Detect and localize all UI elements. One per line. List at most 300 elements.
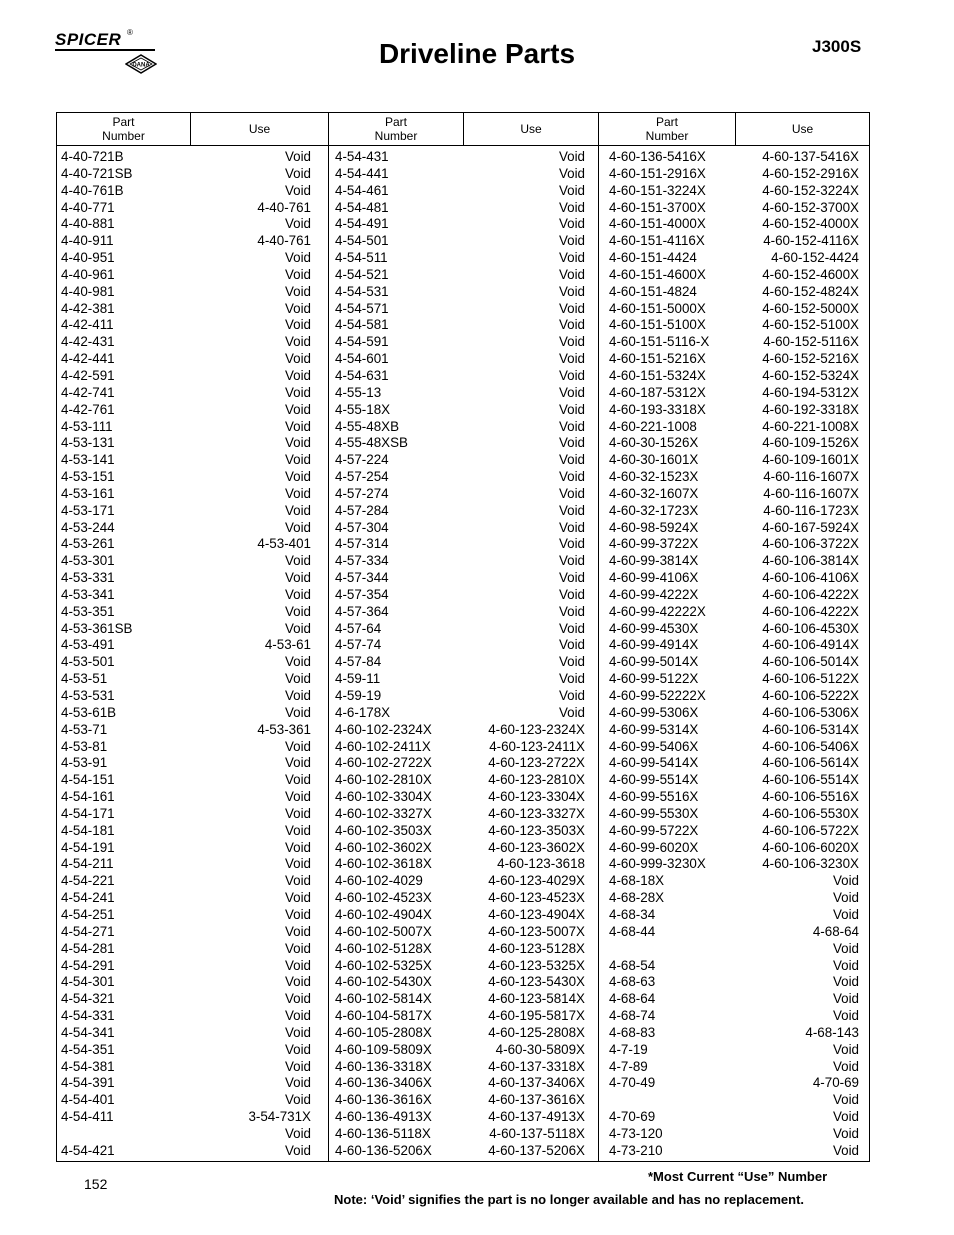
part-use: Void [284,789,311,805]
part-use: 4-60-152-2916X [762,165,859,181]
table-row [335,1075,585,1092]
part-use: 4-60-106-5514X [762,772,859,788]
table-row [335,503,585,520]
table-row [61,1143,311,1160]
part-use: 4-60-116-1607X [763,469,859,485]
part-number: 4-53-341 [61,586,115,602]
part-use: Void [284,216,311,232]
part-use: 4-60-152-5000X [762,300,859,316]
part-use: 4-60-152-4116X [763,233,859,249]
part-use: 4-60-123-5007X [488,923,585,939]
table-row [335,890,585,907]
part-number: 4-54-501 [335,233,389,249]
table-row [335,216,585,233]
part-number: 4-60-151-4600X [609,266,706,282]
part-use: Void [832,873,859,889]
part-number: 4-73-210 [609,1142,663,1158]
part-number: 4-40-911 [61,233,114,249]
table-row [61,1075,311,1092]
part-use: 4-60-137-3318X [488,1058,585,1074]
table-row [335,385,585,402]
part-number: 4-60-99-5306X [609,704,699,720]
part-use: 4-60-123-2411X [489,738,585,754]
table-row [609,621,859,638]
part-number: 4-60-102-5430X [335,974,432,990]
table-row [61,974,311,991]
part-use: Void [284,704,311,720]
part-use: 3-54-731X [248,1109,311,1125]
part-number: 4-60-102-2411X [335,738,431,754]
part-number: 4-54-521 [335,266,389,282]
part-number: 4-42-411 [61,317,114,333]
part-number: 4-57-224 [335,452,389,468]
part-number: 4-60-102-3327X [335,805,432,821]
part-use: Void [284,1092,311,1108]
table-row [61,149,311,166]
header-use-2: Use [464,113,599,146]
table-row [61,1126,311,1143]
part-use: Void [284,553,311,569]
part-use: Void [284,1125,311,1141]
table-row [335,840,585,857]
part-number: 4-53-161 [61,485,115,501]
part-number: 4-40-961 [61,266,115,282]
part-number: 4-53-71 [61,721,108,737]
part-use: Void [284,485,311,501]
part-use: 4-60-137-3406X [488,1075,585,1091]
table-row [61,284,311,301]
part-number: 4-60-151-4116X [609,233,705,249]
table-row [609,1092,859,1109]
table-row [61,553,311,570]
part-number: 4-60-32-1607X [609,485,699,501]
table-row [61,1042,311,1059]
part-number: 4-57-354 [335,586,389,602]
part-use: 4-60-123-5325X [488,957,585,973]
table-row [335,183,585,200]
page-number: 152 [84,1176,108,1192]
table-row [61,924,311,941]
table-row [335,924,585,941]
table-row [335,772,585,789]
part-number: 4-53-501 [61,654,115,670]
part-number: 4-60-99-5314X [609,721,699,737]
part-use: Void [284,384,311,400]
table-row [335,233,585,250]
part-use: Void [558,165,585,181]
table-row [335,368,585,385]
part-use: Void [558,452,585,468]
part-number: 4-54-181 [61,822,115,838]
table-row [61,722,311,739]
part-use: 4-60-123-5430X [488,974,585,990]
part-number: 4-60-99-6020X [609,839,699,855]
column-divider [598,146,599,1161]
part-use: Void [558,469,585,485]
table-row [335,351,585,368]
table-row [61,1059,311,1076]
part-number: 4-60-102-5007X [335,923,432,939]
part-number: 4-53-261 [61,536,115,552]
part-use: Void [832,890,859,906]
part-number: 4-60-105-2808X [335,1024,432,1040]
table-row [609,200,859,217]
table-row [335,334,585,351]
part-number: 4-54-281 [61,940,115,956]
table-row [335,250,585,267]
part-number: 4-53-61B [61,704,117,720]
table-row [61,166,311,183]
part-number: 4-40-951 [61,250,115,266]
table-row [609,368,859,385]
table-row [609,755,859,772]
part-use: Void [284,688,311,703]
table-row [609,840,859,857]
part-use: Void [284,839,311,855]
part-number: 4-53-171 [61,502,115,518]
part-use: Void [558,603,585,619]
table-row [61,419,311,436]
part-use: Void [284,519,311,535]
part-number: 4-60-99-4530X [609,620,699,636]
part-use: Void [284,1024,311,1040]
part-use: Void [284,351,311,367]
table-row [609,907,859,924]
table-row [61,267,311,284]
part-use: 4-60-106-5530X [762,805,859,821]
part-number: 4-68-44 [609,923,656,939]
table-row [61,200,311,217]
header-use-3: Use [736,113,869,146]
part-number: 4-53-141 [61,452,115,468]
part-number: 4-59-19 [335,688,382,703]
table-row [609,1059,859,1076]
part-use: 4-68-64 [812,923,859,939]
part-number: 4-7-89 [609,1058,648,1074]
part-use: Void [832,1008,859,1024]
table-row [609,772,859,789]
part-use: Void [558,418,585,434]
part-number: 4-6-178X [335,704,391,720]
part-number: 4-60-109-5809X [335,1041,432,1057]
part-use: Void [558,485,585,501]
column-divider [328,146,329,1161]
part-number: 4-54-381 [61,1058,115,1074]
part-number: 4-60-99-5122X [609,671,699,687]
part-use: 4-60-152-3700X [762,199,859,215]
model-code: J300S [812,37,862,56]
part-use: 4-60-152-4824X [762,283,859,299]
part-number: 4-57-344 [335,570,389,586]
part-use: Void [284,923,311,939]
part-number: 4-60-221-1008 [609,418,697,434]
part-use: 4-60-116-1723X [763,502,859,518]
part-use: Void [284,435,311,451]
part-use: Void [558,351,585,367]
part-use: 4-60-123-3602X [488,839,585,855]
table-row [609,637,859,654]
part-number: 4-60-151-3224X [609,182,706,198]
part-number: 4-54-431 [335,149,389,164]
part-number: 4-60-999-3230X [609,856,706,872]
part-use: Void [284,1075,311,1091]
part-number: 4-57-314 [335,536,389,552]
table-row [335,1025,585,1042]
part-use: 4-60-125-2808X [488,1024,585,1040]
part-number: 4-60-99-5516X [609,789,699,805]
part-use: 4-40-761 [257,233,311,249]
part-number: 4-57-284 [335,502,389,518]
table-row [609,1109,859,1126]
part-number: 4-54-591 [335,334,389,350]
table-row [335,200,585,217]
table-row [61,334,311,351]
part-number: 4-60-151-5216X [609,351,706,367]
part-use: Void [558,367,585,383]
part-use: Void [558,149,585,164]
registered-mark: ® [127,28,133,37]
part-use: 4-68-143 [805,1024,859,1040]
part-number: 4-60-32-1523X [609,469,699,485]
part-number: 4-60-151-5000X [609,300,706,316]
table-row [335,1143,585,1160]
part-number: 4-60-98-5924X [609,519,699,535]
part-use: Void [284,822,311,838]
part-number: 4-42-431 [61,334,115,350]
part-number: 4-73-120 [609,1125,663,1141]
part-use: Void [558,435,585,451]
part-number: 4-60-151-4424 [609,250,697,266]
part-number: 4-54-351 [61,1041,115,1057]
part-number: 4-54-191 [61,839,115,855]
table-row [335,739,585,756]
table-row [609,452,859,469]
brand-name: SPICER [55,30,122,49]
part-number: 4-60-30-1526X [609,435,699,451]
part-number: 4-60-102-5325X [335,957,432,973]
table-row [609,149,859,166]
table-row [335,317,585,334]
table-row [335,1126,585,1143]
part-use: 4-60-123-3618 [497,856,585,872]
table-row [61,1092,311,1109]
part-use: 4-60-152-5216X [762,351,859,367]
table-row [609,183,859,200]
part-number: 4-68-83 [609,1024,656,1040]
part-number: 4-60-136-5416X [609,149,706,164]
void-note: Note: ‘Void’ signifies the part is no longer available and has no replacement. [334,1192,805,1207]
part-use: 4-60-167-5924X [762,519,859,535]
table-row [61,671,311,688]
part-use: Void [284,856,311,872]
table-row [335,958,585,975]
part-number: 4-55-13 [335,384,382,400]
part-number: 4-54-631 [335,367,389,383]
part-use: 4-53-61 [264,637,311,653]
table-row [335,301,585,318]
part-use: 4-60-106-5014X [762,654,859,670]
part-use: Void [284,469,311,485]
header-part-number-2: Part Number [329,113,464,146]
part-use: Void [832,940,859,956]
table-row [609,705,859,722]
part-number: 4-68-54 [609,957,656,973]
table-row [609,301,859,318]
table-row [335,941,585,958]
part-use: 4-60-221-1008X [762,418,859,434]
table-row [609,604,859,621]
part-use: 4-60-106-4914X [762,637,859,653]
table-row [609,1075,859,1092]
part-number: 4-54-341 [61,1024,115,1040]
part-use: 4-60-106-5516X [762,789,859,805]
table-row [335,149,585,166]
parts-column-1 [61,149,311,1160]
part-use: Void [284,906,311,922]
part-number: 4-60-151-5116-X [609,334,710,350]
part-use: Void [284,974,311,990]
part-use: 4-60-106-5614X [762,755,859,771]
part-number: 4-55-48XB [335,418,400,434]
parts-column-3 [609,149,859,1160]
part-use: Void [284,957,311,973]
table-row [335,604,585,621]
part-number: 4-68-34 [609,906,656,922]
part-number: 4-54-211 [61,856,114,872]
part-number: 4-60-99-3722X [609,536,699,552]
table-row [61,873,311,890]
part-number: 4-55-48XSB [335,435,408,451]
part-use: 4-60-106-5306X [762,704,859,720]
table-row [609,435,859,452]
table-row [335,722,585,739]
part-use: 4-60-123-3327X [488,805,585,821]
table-row [609,570,859,587]
part-use: Void [558,586,585,602]
table-row [609,974,859,991]
part-number: 4-60-151-5100X [609,317,706,333]
table-row [61,301,311,318]
table-row [609,553,859,570]
part-use: 4-60-152-4424 [771,250,859,266]
part-use: Void [558,266,585,282]
part-use: Void [284,502,311,518]
part-use: Void [558,536,585,552]
table-row [335,419,585,436]
part-use: 4-60-152-5116X [763,334,859,350]
part-number: 4-60-99-52222X [609,688,706,703]
part-number: 4-53-531 [61,688,115,703]
part-number: 4-54-441 [335,165,389,181]
part-number: 4-68-64 [609,991,656,1007]
part-number: 4-60-102-2810X [335,772,432,788]
table-row [609,1126,859,1143]
part-use: Void [284,165,311,181]
part-number: 4-57-274 [335,485,389,501]
table-row [609,958,859,975]
part-use: Void [558,384,585,400]
part-number: 4-54-331 [61,1008,115,1024]
part-use: Void [284,1041,311,1057]
table-row [335,520,585,537]
table-row [609,1025,859,1042]
part-use: Void [284,805,311,821]
part-number: 4-54-601 [335,351,389,367]
part-use: 4-60-152-5324X [762,367,859,383]
part-use: 4-40-761 [257,199,311,215]
table-row [335,621,585,638]
table-row [335,1059,585,1076]
table-row [61,250,311,267]
part-number: 4-40-981 [61,283,115,299]
part-use: 4-60-123-3304X [488,789,585,805]
table-row [61,806,311,823]
part-number: 4-53-151 [61,469,115,485]
table-row [335,166,585,183]
part-number: 4-54-481 [335,199,389,215]
part-number: 4-60-151-5324X [609,367,706,383]
table-row [335,536,585,553]
table-row [609,520,859,537]
part-number: 4-54-421 [61,1142,115,1158]
part-number: 4-54-151 [61,772,115,788]
part-use: 4-60-194-5312X [762,384,859,400]
part-use: 4-60-123-4904X [488,906,585,922]
part-use: Void [558,637,585,653]
part-use: Void [284,418,311,434]
table-row [335,637,585,654]
part-use: Void [284,300,311,316]
part-number: 4-60-136-4913X [335,1109,432,1125]
part-use: 4-60-123-2810X [488,772,585,788]
table-row [61,469,311,486]
part-use: 4-60-123-4523X [488,890,585,906]
part-use: 4-60-106-4530X [762,620,859,636]
table-row [61,856,311,873]
part-number: 4-54-251 [61,906,115,922]
part-use: Void [284,334,311,350]
table-row [61,941,311,958]
part-number: 4-54-171 [61,805,115,821]
table-row [335,1109,585,1126]
part-number: 4-68-28X [609,890,665,906]
parts-table [56,112,870,1162]
part-use: Void [284,283,311,299]
table-row [609,536,859,553]
part-use: Void [832,974,859,990]
part-use: Void [832,906,859,922]
table-row [609,856,859,873]
part-use: 4-70-69 [812,1075,859,1091]
part-number: 4-57-64 [335,620,382,636]
table-row [609,385,859,402]
table-row [335,1092,585,1109]
table-row [61,991,311,1008]
part-number: 4-60-151-4824 [609,283,697,299]
part-number: 4-60-193-3318X [609,401,706,417]
part-use: 4-60-106-3722X [762,536,859,552]
table-row [335,570,585,587]
part-use: Void [558,401,585,417]
table-row [335,284,585,301]
table-row [61,486,311,503]
table-row [609,671,859,688]
part-use: Void [832,1058,859,1074]
part-number: 4-53-244 [61,519,115,535]
part-number: 4-55-18X [335,401,391,417]
part-number: 4-54-271 [61,923,115,939]
part-use: Void [284,772,311,788]
